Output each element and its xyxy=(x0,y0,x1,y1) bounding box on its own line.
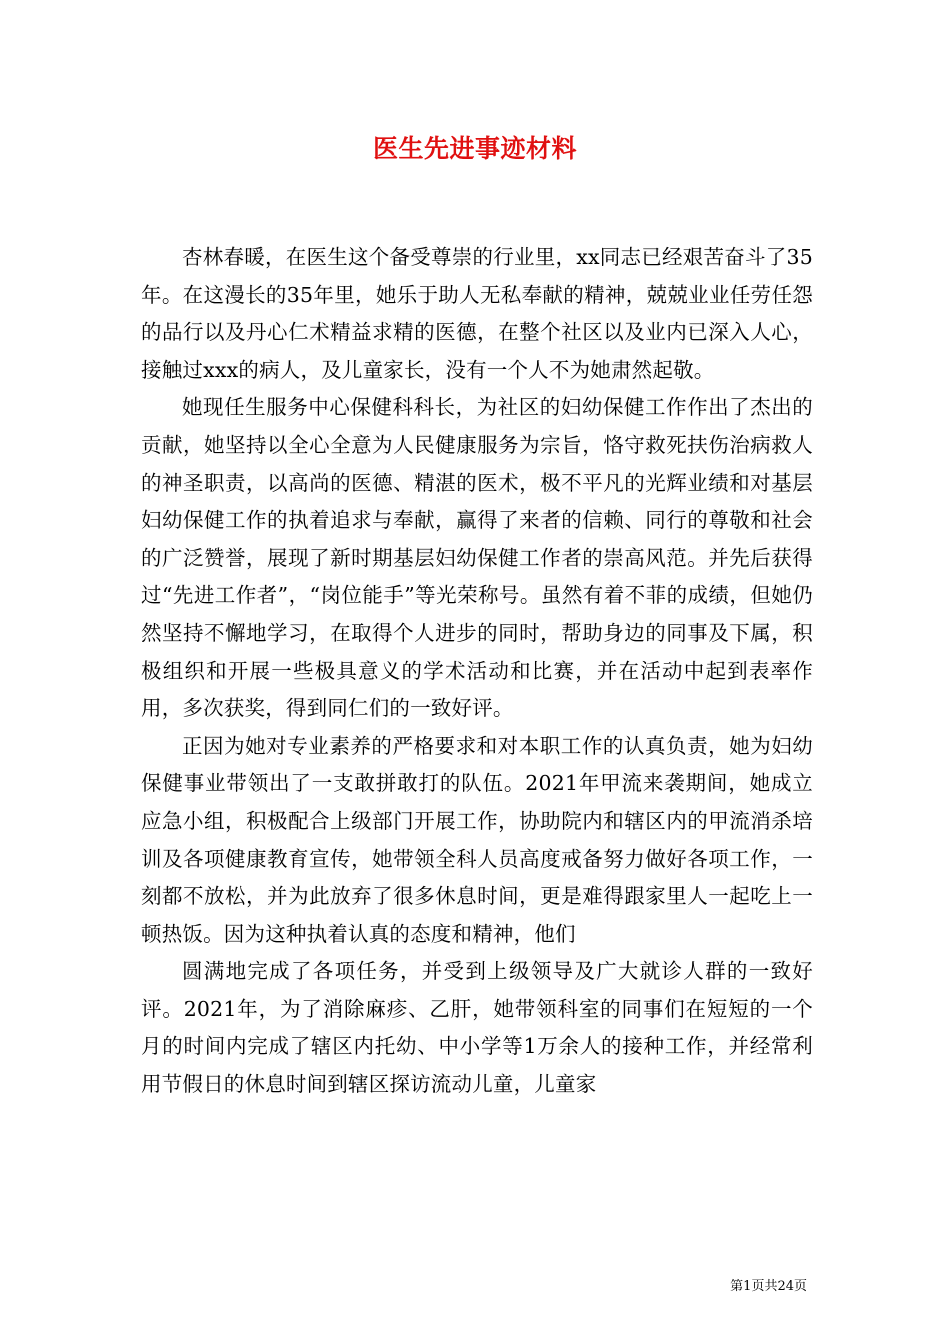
document-body xyxy=(141,239,813,1104)
paragraph-2: 她现任生服务中心保健科科长，为社区的妇幼保健工作作出了杰出的贡献，她坚持以全心全意为人民健康服务为宗旨，恪守救死扶伤治病救人的神圣职责，以高尚的医德、精湛的医术，极不平凡的光辉业绩和对基层妇幼保健工作的执着追求与奉献，赢得了来者的信赖、同行的尊敬和社会的广泛赞誉，展现了新时期基层妇幼保健工作者的崇高风范。并先后获得过“先进工作者”，“岗位能手”等光荣称号。虽然有着不菲的成绩，但她仍然坚持不懈地学习，在取得个人进步的同时，帮助身边的同事及下属，积极组织和开展一些极具意义的学术活动和比赛，并在活动中起到表率作用，多次获奖，得到同仁们的一致好评。 xyxy=(141,395,813,721)
document-title: 医生先进事迹材料 xyxy=(372,134,577,163)
paragraph-4: 圆满地完成了各项任务，并受到上级领导及广大就诊人群的一致好评。2021年，为了消除麻疹、乙肝，她带领科室的同事们在短短的一个月的时间内完成了辖区内托幼、中小学等1万余人的接种工作，并经常利用节假日的休息时间到辖区探访流动儿童，儿童家 xyxy=(141,959,813,1097)
paragraph-3: 正因为她对专业素养的严格要求和对本职工作的认真负责，她为妇幼保健事业带领出了一支敢拼敢打的队伍。2021年甲流来袭期间，她成立应急小组，积极配合上级部门开展工作，协助院内和辖区内的甲流消杀培训及各项健康教育宣传，她带领全科人员高度戒备努力做好各项工作，一刻都不放松，并为此放弃了很多休息时间，更是难得跟家里人一起吃上一顿热饭。因为这种执着认真的态度和精神，他们 xyxy=(141,733,813,946)
paragraph-1: 杏林春暖，在医生这个备受尊崇的行业里，xx同志已经艰苦奋斗了35年。在这漫长的35年里，她乐于助人无私奉献的精神，兢兢业业任劳任怨的品行以及丹心仁术精益求精的医德，在整个社区以及业内已深入人心，接触过xxx的病人，及儿童家长，没有一个人不为她肃然起敬。 xyxy=(141,245,813,382)
page-number: 第1页共24页 xyxy=(730,1279,807,1294)
